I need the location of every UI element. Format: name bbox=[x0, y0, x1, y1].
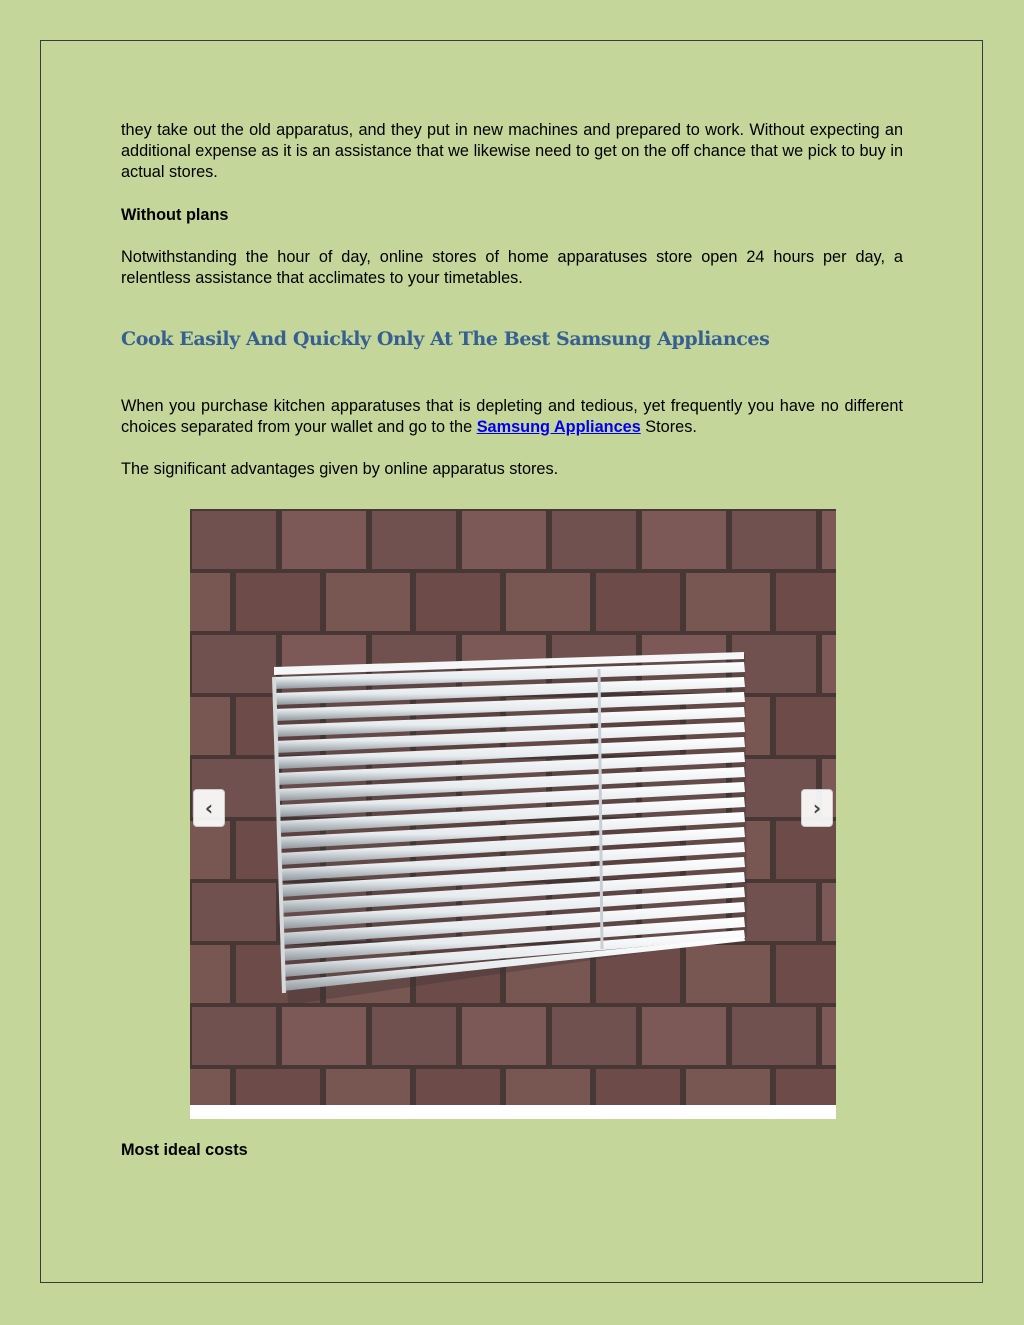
air-conditioner-grille-photo bbox=[190, 509, 836, 1119]
chevron-left-icon: ‹ bbox=[204, 796, 214, 820]
document-body bbox=[121, 120, 903, 480]
chevron-right-icon: › bbox=[812, 796, 822, 820]
paragraph-kitchen-apparatuses bbox=[121, 396, 903, 438]
paragraph-old-apparatus: they take out the old apparatus, and they put in new machines and prepared to work. Without expecting an additional expense as it is an assistance that we likewise need to get on the off chance that we pick to buy in actual stores. bbox=[121, 121, 903, 181]
paragraph-advantages: The significant advantages given by online apparatus stores. bbox=[121, 460, 559, 478]
product-image-gallery bbox=[190, 509, 836, 1119]
paragraph-text-before-link: When you purchase kitchen apparatuses that is depleting and tedious, yet frequently you have no different choices separated from your wallet and go to the bbox=[121, 397, 903, 436]
paragraph-text-after-link: Stores. bbox=[640, 418, 697, 436]
heading-most-ideal-costs: Most ideal costs bbox=[121, 1141, 248, 1159]
samsung-appliances-link[interactable]: Samsung Appliances bbox=[476, 418, 641, 436]
section-title: Cook Easily And Quickly Only At The Best Samsung Appliances bbox=[121, 328, 770, 350]
heading-without-plans: Without plans bbox=[121, 206, 229, 224]
gallery-next-button[interactable] bbox=[801, 789, 833, 827]
gallery-prev-button[interactable] bbox=[193, 789, 225, 827]
paragraph-open-24-hours: Notwithstanding the hour of day, online stores of home apparatuses store open 24 hours per day, a relentless assistance that acclimates to your timetables. bbox=[121, 248, 903, 287]
